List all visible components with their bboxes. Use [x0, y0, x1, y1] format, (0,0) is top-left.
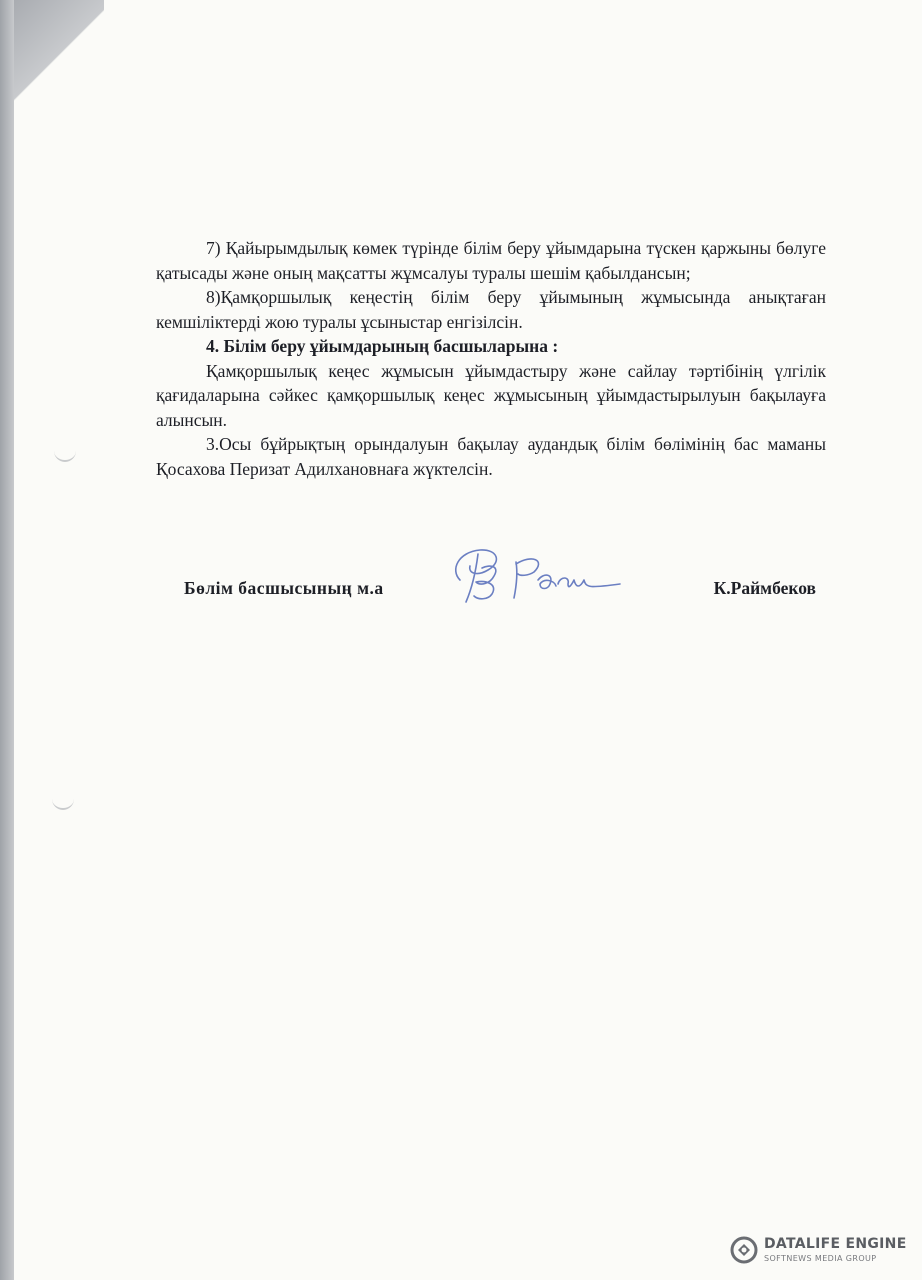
paragraph-item-8: 8)Қамқоршылық кеңестің білім беру ұйымының жұмысында анықтаған кемшіліктерді жою туралы ұсыныстар енгізілсін.	[156, 287, 826, 332]
datalife-logo-icon	[730, 1236, 758, 1264]
section-heading: 4. Білім беру ұйымдарының басшыларына :	[206, 336, 559, 356]
folded-corner	[14, 0, 104, 130]
paragraph-item-7: 7) Қайырымдылық көмек түрінде білім беру ұйымдарына түскен қаржыны бөлуге қатысады және оның мақсатты жұмсалуы туралы шешім қабылдансын;	[156, 238, 826, 283]
document-page	[14, 0, 922, 1280]
signatory-name: К.Раймбеков	[713, 578, 816, 598]
paragraph-guardianship-rules: Қамқоршылық кеңес жұмысын ұйымдастыру және сайлау тәртібінің үлгілік қағидаларына сәйкес қамқоршылық кеңес жұмысының ұйымдастырылуын бақылауға алынсын.	[156, 360, 826, 430]
watermark-subtitle: SOFTNEWS MEDIA GROUP	[764, 1254, 877, 1263]
position-label: Бөлім басшысының м.а	[184, 578, 384, 598]
paragraph-control-order: 3.Осы бұйрықтың орындалуын бақылау аудандық білім бөлімінің бас маманы Қосахова Перизат Адилхановнаға жүктелсін.	[156, 434, 826, 479]
watermark-logo	[730, 1232, 910, 1268]
scan-left-edge	[0, 0, 14, 1280]
handwritten-signature	[420, 540, 630, 610]
watermark-title: DATALIFE ENGINE	[764, 1236, 907, 1252]
document-body	[156, 236, 826, 481]
